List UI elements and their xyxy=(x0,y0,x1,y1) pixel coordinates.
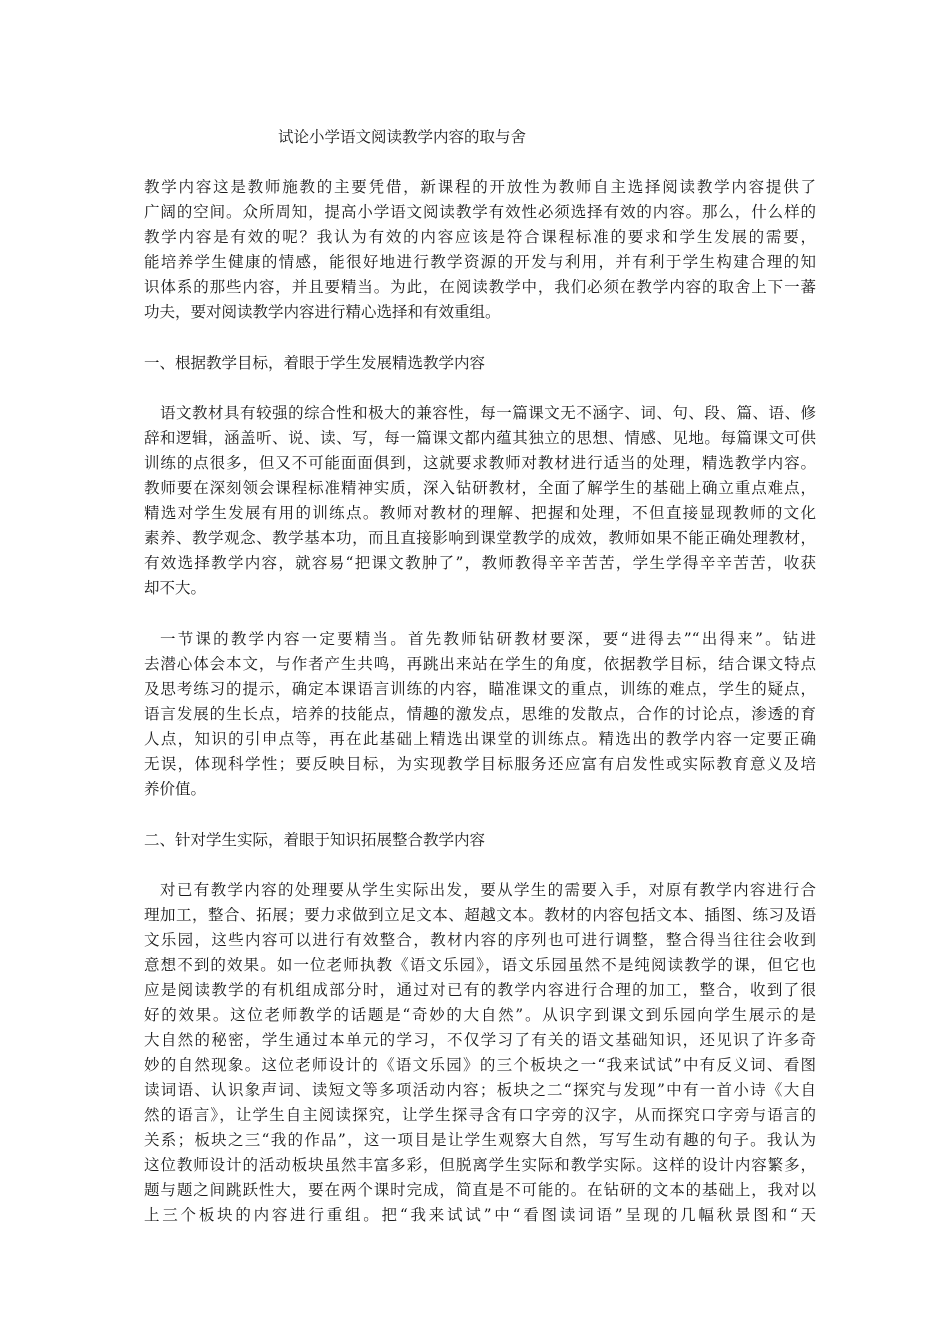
paragraph-line: 好的效果。这位老师教学的话题是“奇妙的大自然”。从识字到课文到乐园向学生展示的是 xyxy=(144,1006,816,1024)
paragraph-line: 辞和逻辑，涵盖听、说、读、写，每一篇课文都内蕴其独立的思想、情感、见地。每篇课文可供 xyxy=(144,429,816,447)
intro-line: 识体系的那些内容，并且要精当。为此，在阅读教学中，我们必须在教学内容的取舍上下一蕃 xyxy=(144,278,816,296)
paragraph-line: 题与题之间跳跃性大，要在两个课时完成，简直是不可能的。在钻研的文本的基础上，我对以 xyxy=(144,1181,816,1199)
paragraph-line: 应是阅读教学的有机组成部分时，通过对已有的教学内容进行合理的加工，整合，收到了很 xyxy=(144,981,816,999)
paragraph-line: 大自然的秘密，学生通过本单元的学习，不仅学习了有关的语文基础知识，还见识了许多奇 xyxy=(144,1031,816,1049)
section-heading-1: 一、根据教学目标，着眼于学生发展精选教学内容 xyxy=(144,354,486,372)
paragraph-line: 然的语言》，让学生自主阅读探究，让学生探寻含有口字旁的汉字，从而探究口字旁与语言的 xyxy=(144,1106,816,1124)
paragraph-line: 有效选择教学内容，就容易“把课文教肿了”，教师教得辛辛苦苦，学生学得辛辛苦苦，收获 xyxy=(144,554,816,572)
paragraph-line: 人点，知识的引申点等，再在此基础上精选出课堂的训练点。精选出的教学内容一定要正确 xyxy=(144,730,816,748)
paragraph-line: 一节课的教学内容一定要精当。首先教师钻研教材要深，要“进得去”“出得来”。钻进 xyxy=(160,630,816,648)
paragraph-line: 及思考练习的提示，确定本课语言训练的内容，瞄准课文的重点，训练的难点，学生的疑点， xyxy=(144,680,816,698)
paragraph-line: 意想不到的效果。如一位老师执教《语文乐园》，语文乐园虽然不是纯阅读教学的课，但它也 xyxy=(144,956,816,974)
paragraph-line: 却不大。 xyxy=(144,579,207,597)
paragraph-line: 训练的点很多，但又不可能面面俱到，这就要求教师对教材进行适当的处理，精选教学内容。 xyxy=(144,454,816,472)
paragraph-line: 精选对学生发展有用的训练点。教师对教材的理解、把握和处理，不但直接显现教师的文化 xyxy=(144,504,816,522)
paragraph-line: 语言发展的生长点，培养的技能点，情趣的激发点，思维的发散点，合作的讨论点，渗透的育 xyxy=(144,705,816,723)
paragraph-line: 上三个板块的内容进行重组。把“我来试试”中“看图读词语”呈现的几幅秋景图和“天 xyxy=(144,1206,816,1224)
paragraph-line: 读词语、认识象声词、读短文等多项活动内容；板块之二“探究与发现”中有一首小诗《大自 xyxy=(144,1081,816,1099)
paragraph-line: 这位教师设计的活动板块虽然丰富多彩，但脱离学生实际和教学实际。这样的设计内容繁多， xyxy=(144,1156,816,1174)
document-title: 试论小学语文阅读教学内容的取与舍 xyxy=(278,128,527,146)
paragraph-line: 理加工，整合、拓展；要力求做到立足文本、超越文本。教材的内容包括文本、插图、练习及语 xyxy=(144,906,816,924)
intro-line: 教学内容这是教师施教的主要凭借，新课程的开放性为教师自主选择阅读教学内容提供了 xyxy=(144,178,816,196)
intro-line: 广阔的空间。众所周知，提高小学语文阅读教学有效性必须选择有效的内容。那么，什么样的 xyxy=(144,203,816,221)
intro-line: 教学内容是有效的呢？我认为有效的内容应该是符合课程标准的要求和学生发展的需要， xyxy=(144,228,816,246)
paragraph-line: 去潜心体会本文，与作者产生共鸣，再跳出来站在学生的角度，依据教学目标，结合课文特点 xyxy=(144,655,816,673)
paragraph-line: 对已有教学内容的处理要从学生实际出发，要从学生的需要入手，对原有教学内容进行合 xyxy=(160,881,816,899)
section-heading-2: 二、针对学生实际，着眼于知识拓展整合教学内容 xyxy=(144,831,486,849)
paragraph-line: 教师要在深刻领会课程标准精神实质，深入钻研教材，全面了解学生的基础上确立重点难点， xyxy=(144,479,816,497)
intro-line: 能培养学生健康的情感，能很好地进行教学资源的开发与利用，并有利于学生构建合理的知 xyxy=(144,253,816,271)
paragraph-line: 素养、教学观念、教学基本功，而且直接影响到课堂教学的成效，教师如果不能正确处理教材， xyxy=(144,529,816,547)
paragraph-line: 养价值。 xyxy=(144,780,207,798)
paragraph-line: 关系；板块之三“我的作品”，这一项目是让学生观察大自然，写写生动有趣的句子。我认为 xyxy=(144,1131,816,1149)
intro-line: 功夫，要对阅读教学内容进行精心选择和有效重组。 xyxy=(144,303,501,321)
paragraph-line: 文乐园，这些内容可以进行有效整合，教材内容的序列也可进行调整，整合得当往往会收到 xyxy=(144,931,816,949)
paragraph-line: 语文教材具有较强的综合性和极大的兼容性，每一篇课文无不涵字、词、句、段、篇、语、修 xyxy=(160,404,816,422)
paragraph-line: 妙的自然现象。这位老师设计的《语文乐园》的三个板块之一“我来试试”中有反义词、看图 xyxy=(144,1056,816,1074)
paragraph-line: 无误，体现科学性；要反映目标，为实现教学目标服务还应富有启发性或实际教育意义及培 xyxy=(144,755,816,773)
